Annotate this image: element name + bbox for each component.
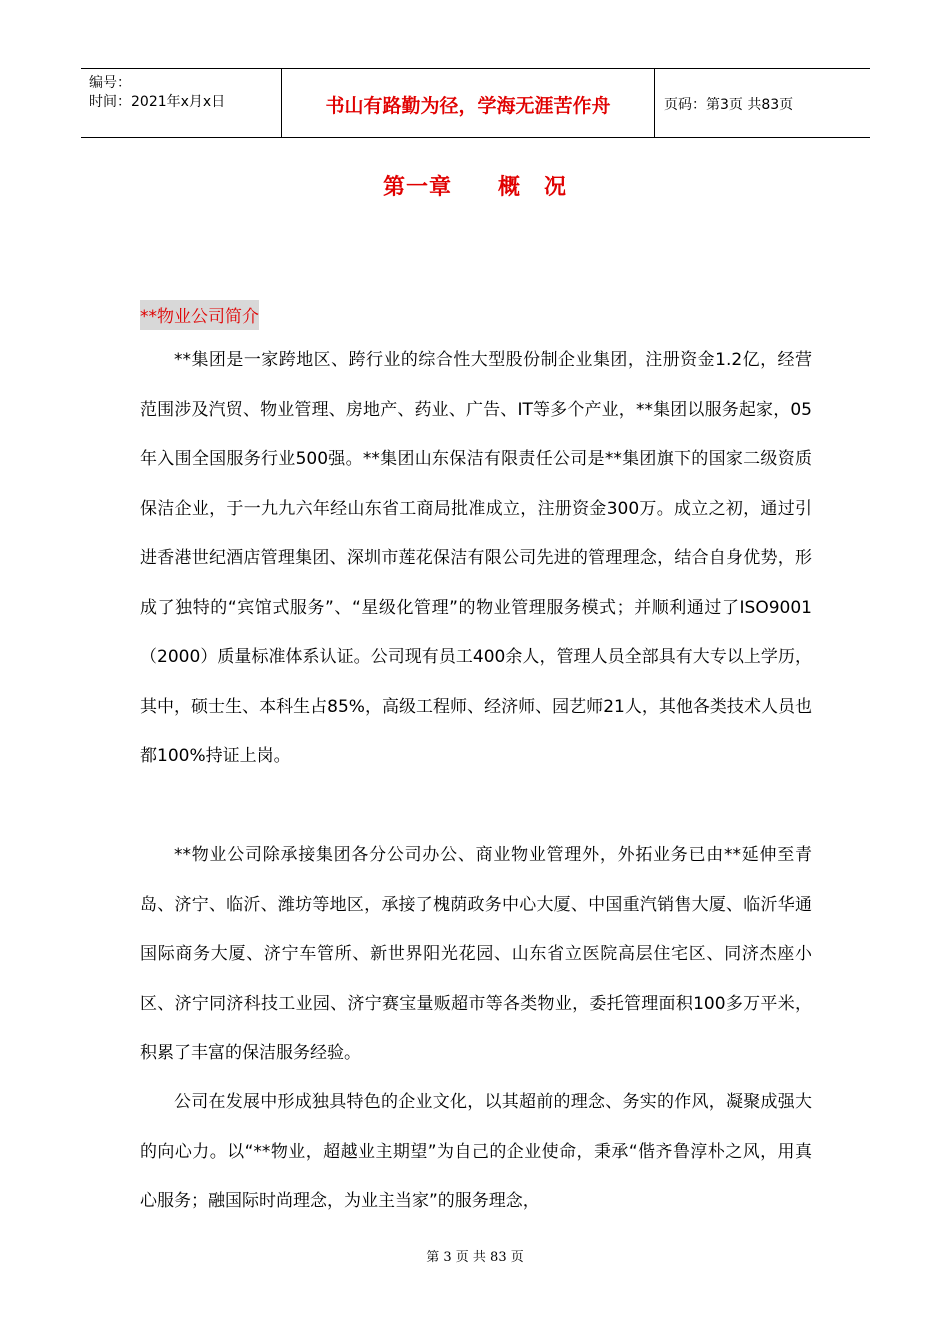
time-label: 时间：2021年x月x日 bbox=[89, 94, 226, 110]
serial-number-label: 编号： bbox=[89, 75, 131, 91]
header-meta-cell bbox=[81, 69, 281, 137]
body-paragraph-3: 公司在发展中形成独具特色的企业文化，以其超前的理念、务实的作风，凝聚成强大的向心力。以“**物业，超越业主期望”为自己的企业使命，秉承“偕齐鲁淳朴之风，用真心服务；融国际时尚理念，为业主当家”的服务理念， bbox=[140, 1092, 812, 1211]
body-paragraph-1: **集团是一家跨地区、跨行业的综合性大型股份制企业集团，注册资金1.2亿，经营范围涉及汽贸、物业管理、房地产、药业、广告、IT等多个产业，**集团以服务起家，05年入围全国服务行业500强。**集团山东保洁有限责任公司是**集团旗下的国家二级资质保洁企业，于一九九六年经山东省工商局批准成立，注册资金300万。成立之初，通过引进香港世纪酒店管理集团、深圳市莲花保洁有限公司先进的管理理念，结合自身优势，形成了独特的“宾馆式服务”、“星级化管理”的物业管理服务模式；并顺利通过了ISO9001（2000）质量标准体系认证。公司现有员工400余人，管理人员全部具有大专以上学历，其中，硕士生、本科生占85%，高级工程师、经济师、园艺师21人，其他各类技术人员也都100%持证上岗。 bbox=[140, 350, 812, 766]
header-motto-cell bbox=[281, 69, 655, 137]
page-footer: 第 3 页 共 83 页 bbox=[426, 1250, 524, 1265]
header-page-number: 页码：第3页 共83页 bbox=[664, 97, 794, 113]
body-paragraph-2: **物业公司除承接集团各分公司办公、商业物业管理外，外拓业务已由**延伸至青岛、济宁、临沂、潍坊等地区，承接了槐荫政务中心大厦、中国重汽销售大厦、临沂华通国际商务大厦、济宁车管所、新世界阳光花园、山东省立医院高层住宅区、同济杰座小区、济宁同济科技工业园、济宁赛宝量贩超市等各类物业，委托管理面积100多万平米，积累了丰富的保洁服务经验。 bbox=[140, 845, 812, 1063]
page-header bbox=[81, 68, 870, 138]
chapter-title: 第一章 概 况 bbox=[382, 175, 567, 200]
section-heading: **物业公司简介 bbox=[140, 300, 259, 330]
header-motto: 书山有路勤为径，学海无涯苦作舟 bbox=[325, 95, 611, 117]
header-page-cell bbox=[654, 69, 870, 137]
